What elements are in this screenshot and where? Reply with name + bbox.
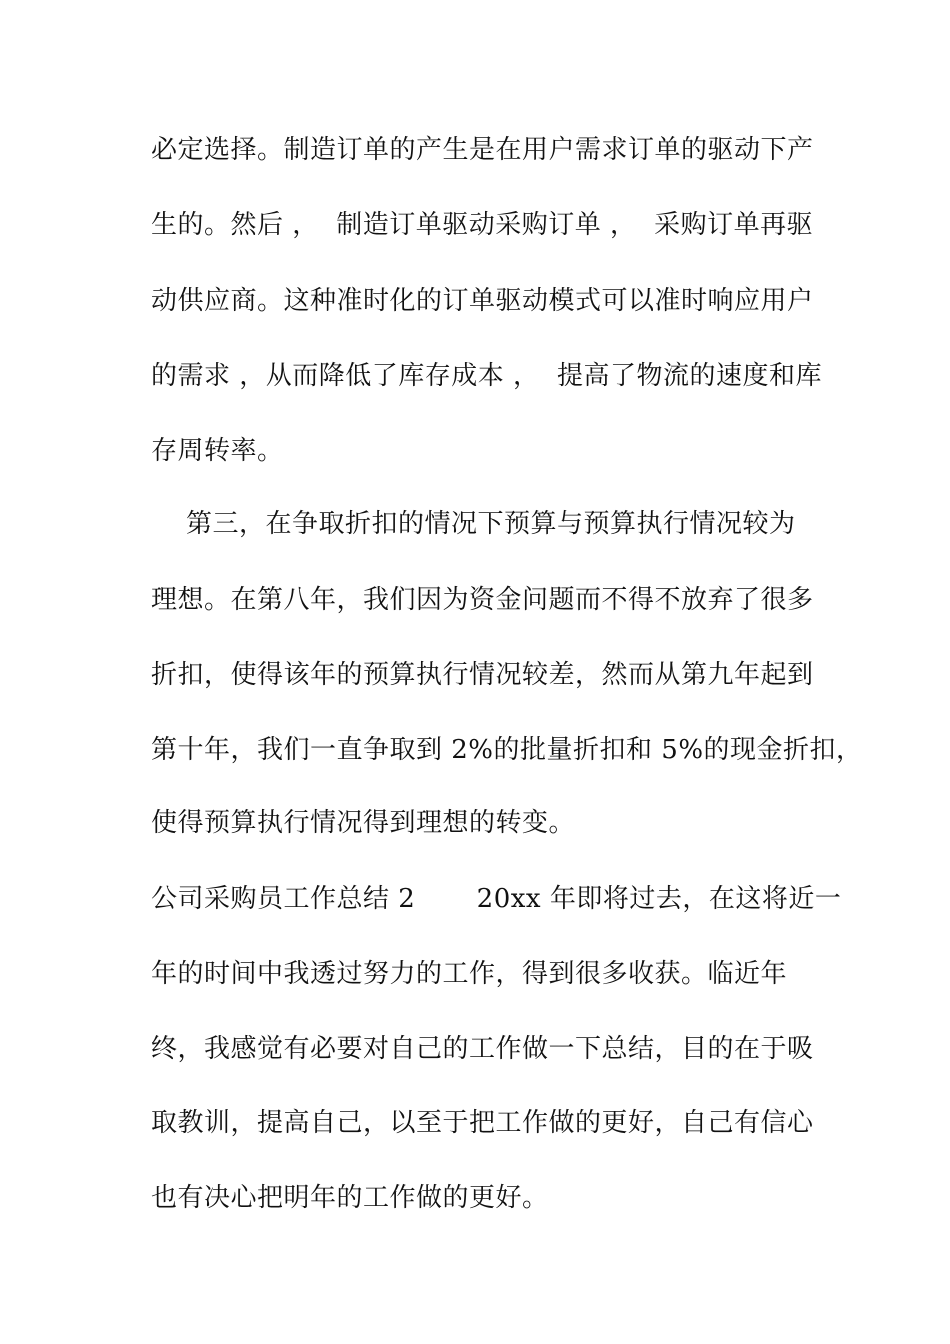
text-line: 理想。在第八年，我们因为资金问题而不得不放弃了很多 — [151, 585, 814, 615]
text-line: 的需求 ，从而降低了库存成本 ， 提高了物流的速度和库 — [151, 361, 823, 391]
text-line: 也有决心把明年的工作做的更好。 — [151, 1183, 549, 1213]
text-line: 存周转率。 — [151, 436, 284, 466]
text-line: 第三，在争取折扣的情况下预算与预算执行情况较为 — [151, 509, 796, 539]
text-line: 公司采购员工作总结 2 20xx 年即将过去，在这将近一 — [151, 884, 842, 914]
text-line: 必定选择。制造订单的产生是在用户需求订单的驱动下产 — [151, 135, 814, 165]
text-line: 折扣，使得该年的预算执行情况较差，然而从第九年起到 — [151, 660, 814, 690]
text-line: 第十年，我们一直争取到 2%的批量折扣和 5%的现金折扣， — [151, 735, 863, 765]
text-line: 使得预算执行情况得到理想的转变。 — [151, 808, 576, 838]
text-line: 年的时间中我透过努力的工作，得到很多收获。临近年 — [151, 959, 788, 989]
text-line: 生的。然后 ， 制造订单驱动采购订单 ， 采购订单再驱 — [151, 210, 814, 240]
text-line: 动供应商。这种准时化的订单驱动模式可以准时响应用户 — [151, 286, 814, 316]
text-line: 终，我感觉有必要对自己的工作做一下总结，目的在于吸 — [151, 1034, 814, 1064]
text-line: 取教训，提高自己，以至于把工作做的更好，自己有信心 — [151, 1108, 814, 1138]
